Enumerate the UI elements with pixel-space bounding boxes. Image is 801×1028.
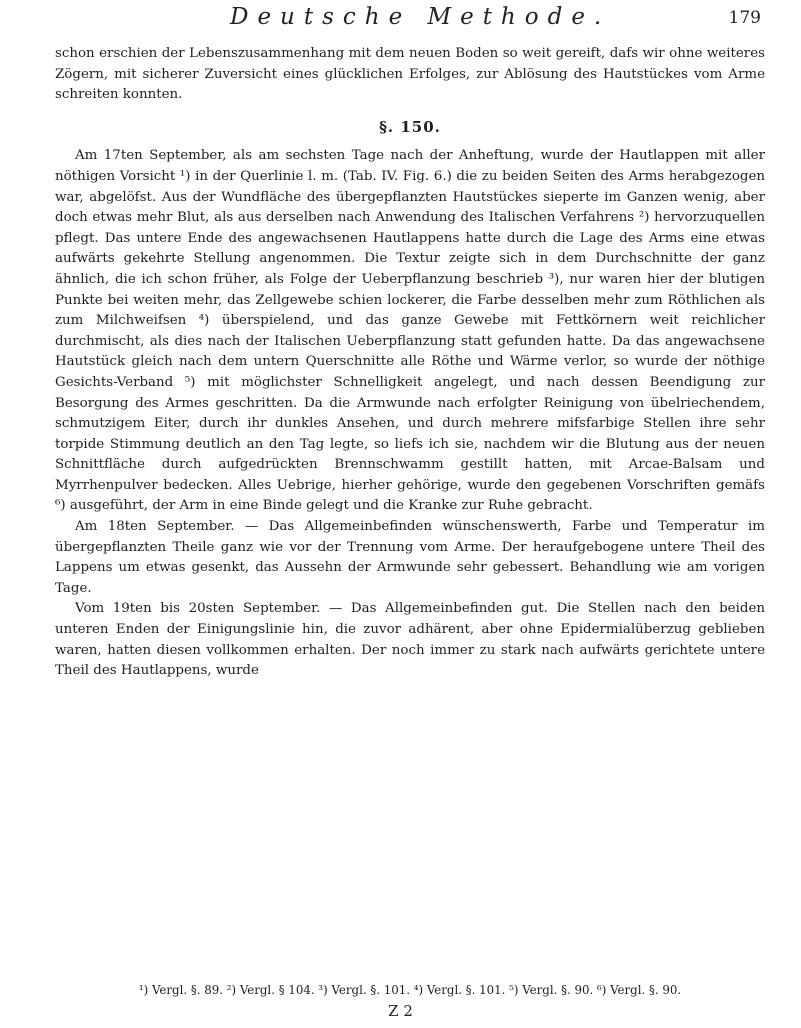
signature-mark: Z 2 <box>388 1002 413 1020</box>
running-title: Deutsche Methode. <box>230 4 611 30</box>
paragraph-sept-17: Am 17ten September, als am sechsten Tage nach der Anheftung, wurde der Hautlappen mit aller nöthigen Vorsicht ¹) in der Querlinie l. m. (Tab. IV. Fig. 6.) die zu beiden Seiten des Arms herabgezogen war, abgelöfst. Aus der Wundfläche des übergepflanzten Hautstückes sieperte im Ganzen wenig, aber doch etwas mehr Blut, als aus derselben nach Anwendung des Italischen Verfahrens ²) hervorzuquellen pflegt. Das untere Ende des angewachsenen Hautlappens hatte durch die Lage des Arms eine etwas aufwärts gekehrte Stellung angenommen. Die Textur zeigte sich in dem Durchschnitte der ganz ähnlich, die ich schon früher, als Folge der Ueberpflanzung beschrieb ³), nur waren hier der blutigen Punkte bei weiten mehr, das Zellgewebe schien lockerer, die Farbe desselben mehr zum Röthlichen als zum Milchweifsen ⁴) überspielend, und das ganze Gewebe mit Fettkörnern weit reichlicher durchmischt, als dies nach der Italischen Ueberpflanzung statt gefunden hatte. Da das angewachsene Hautstück gleich nach dem untern Querschnitte alle Röthe und Wärme verlor, so wurde der nöthige Gesichts-Verband ⁵) mit möglichster Schnelligkeit angelegt, und nach dessen Beendigung zur Besorgung des Armes geschritten. Da die Armwunde nach erfolgter Reinigung von übelriechendem, schmutzigem Eiter, durch ihr dunkles Ansehen, und durch mehrere mifsfarbige Stellen ihre sehr torpide Stimmung deutlich an den Tag legte, so liefs ich sie, nachdem wir die Blutung aus der neuen Schnittfläche durch aufgedrückten Brennschwamm gestillt hatten, mit Arcae-Balsam und Myrrhenpulver bedecken. Alles Uebrige, hierher gehörige, wurde den gegebenen Vorschriften gemäfs ⁶) ausgeführt, der Arm in eine Binde gelegt und die Kranke zur Ruhe gebracht. <box>55 148 765 514</box>
page-header <box>0 2 801 36</box>
section-heading: §. 150. <box>379 117 441 136</box>
paragraph-sept-19-20: Vom 19ten bis 20sten September. — Das Allgemeinbefinden gut. Die Stellen nach den beiden unteren Enden der Einigungslinie hin, die zuvor adhärent, aber ohne Epidermialüberzug geblieben waren, hatten diesen vollkommen erhalten. Der noch immer zu stark nach aufwärts gerichtete untere Theil des Hautlappens, wurde <box>55 601 765 679</box>
paragraph-sept-18: Am 18ten September. — Das Allgemeinbefinden wünschenswerth, Farbe und Temperatur im übergepflanzten Theile ganz wie vor der Trennung vom Arme. Der heraufgebogene untere Theil des Lappens um etwas gesenkt, das Aussehn der Armwunde sehr gebessert. Behandlung wie am vorigen Tage. <box>55 519 765 596</box>
paragraph-continuation: schon erschien der Lebenszusammenhang mit dem neuen Boden so weit gereift, dafs wir ohne weiteres Zögern, mit sicherer Zuversicht eines glücklichen Erfolges, zur Ablösung des Hautstückes vom Arme schreiten konnten. <box>55 46 765 103</box>
page-number: 179 <box>728 8 761 28</box>
footnotes: ¹) Vergl. §. 89. ²) Vergl. § 104. ³) Vergl. §. 101. ⁴) Vergl. §. 101. ⁵) Vergl. §. 90. ⁶) Vergl. §. 90. <box>138 983 682 997</box>
body-text <box>55 44 765 682</box>
